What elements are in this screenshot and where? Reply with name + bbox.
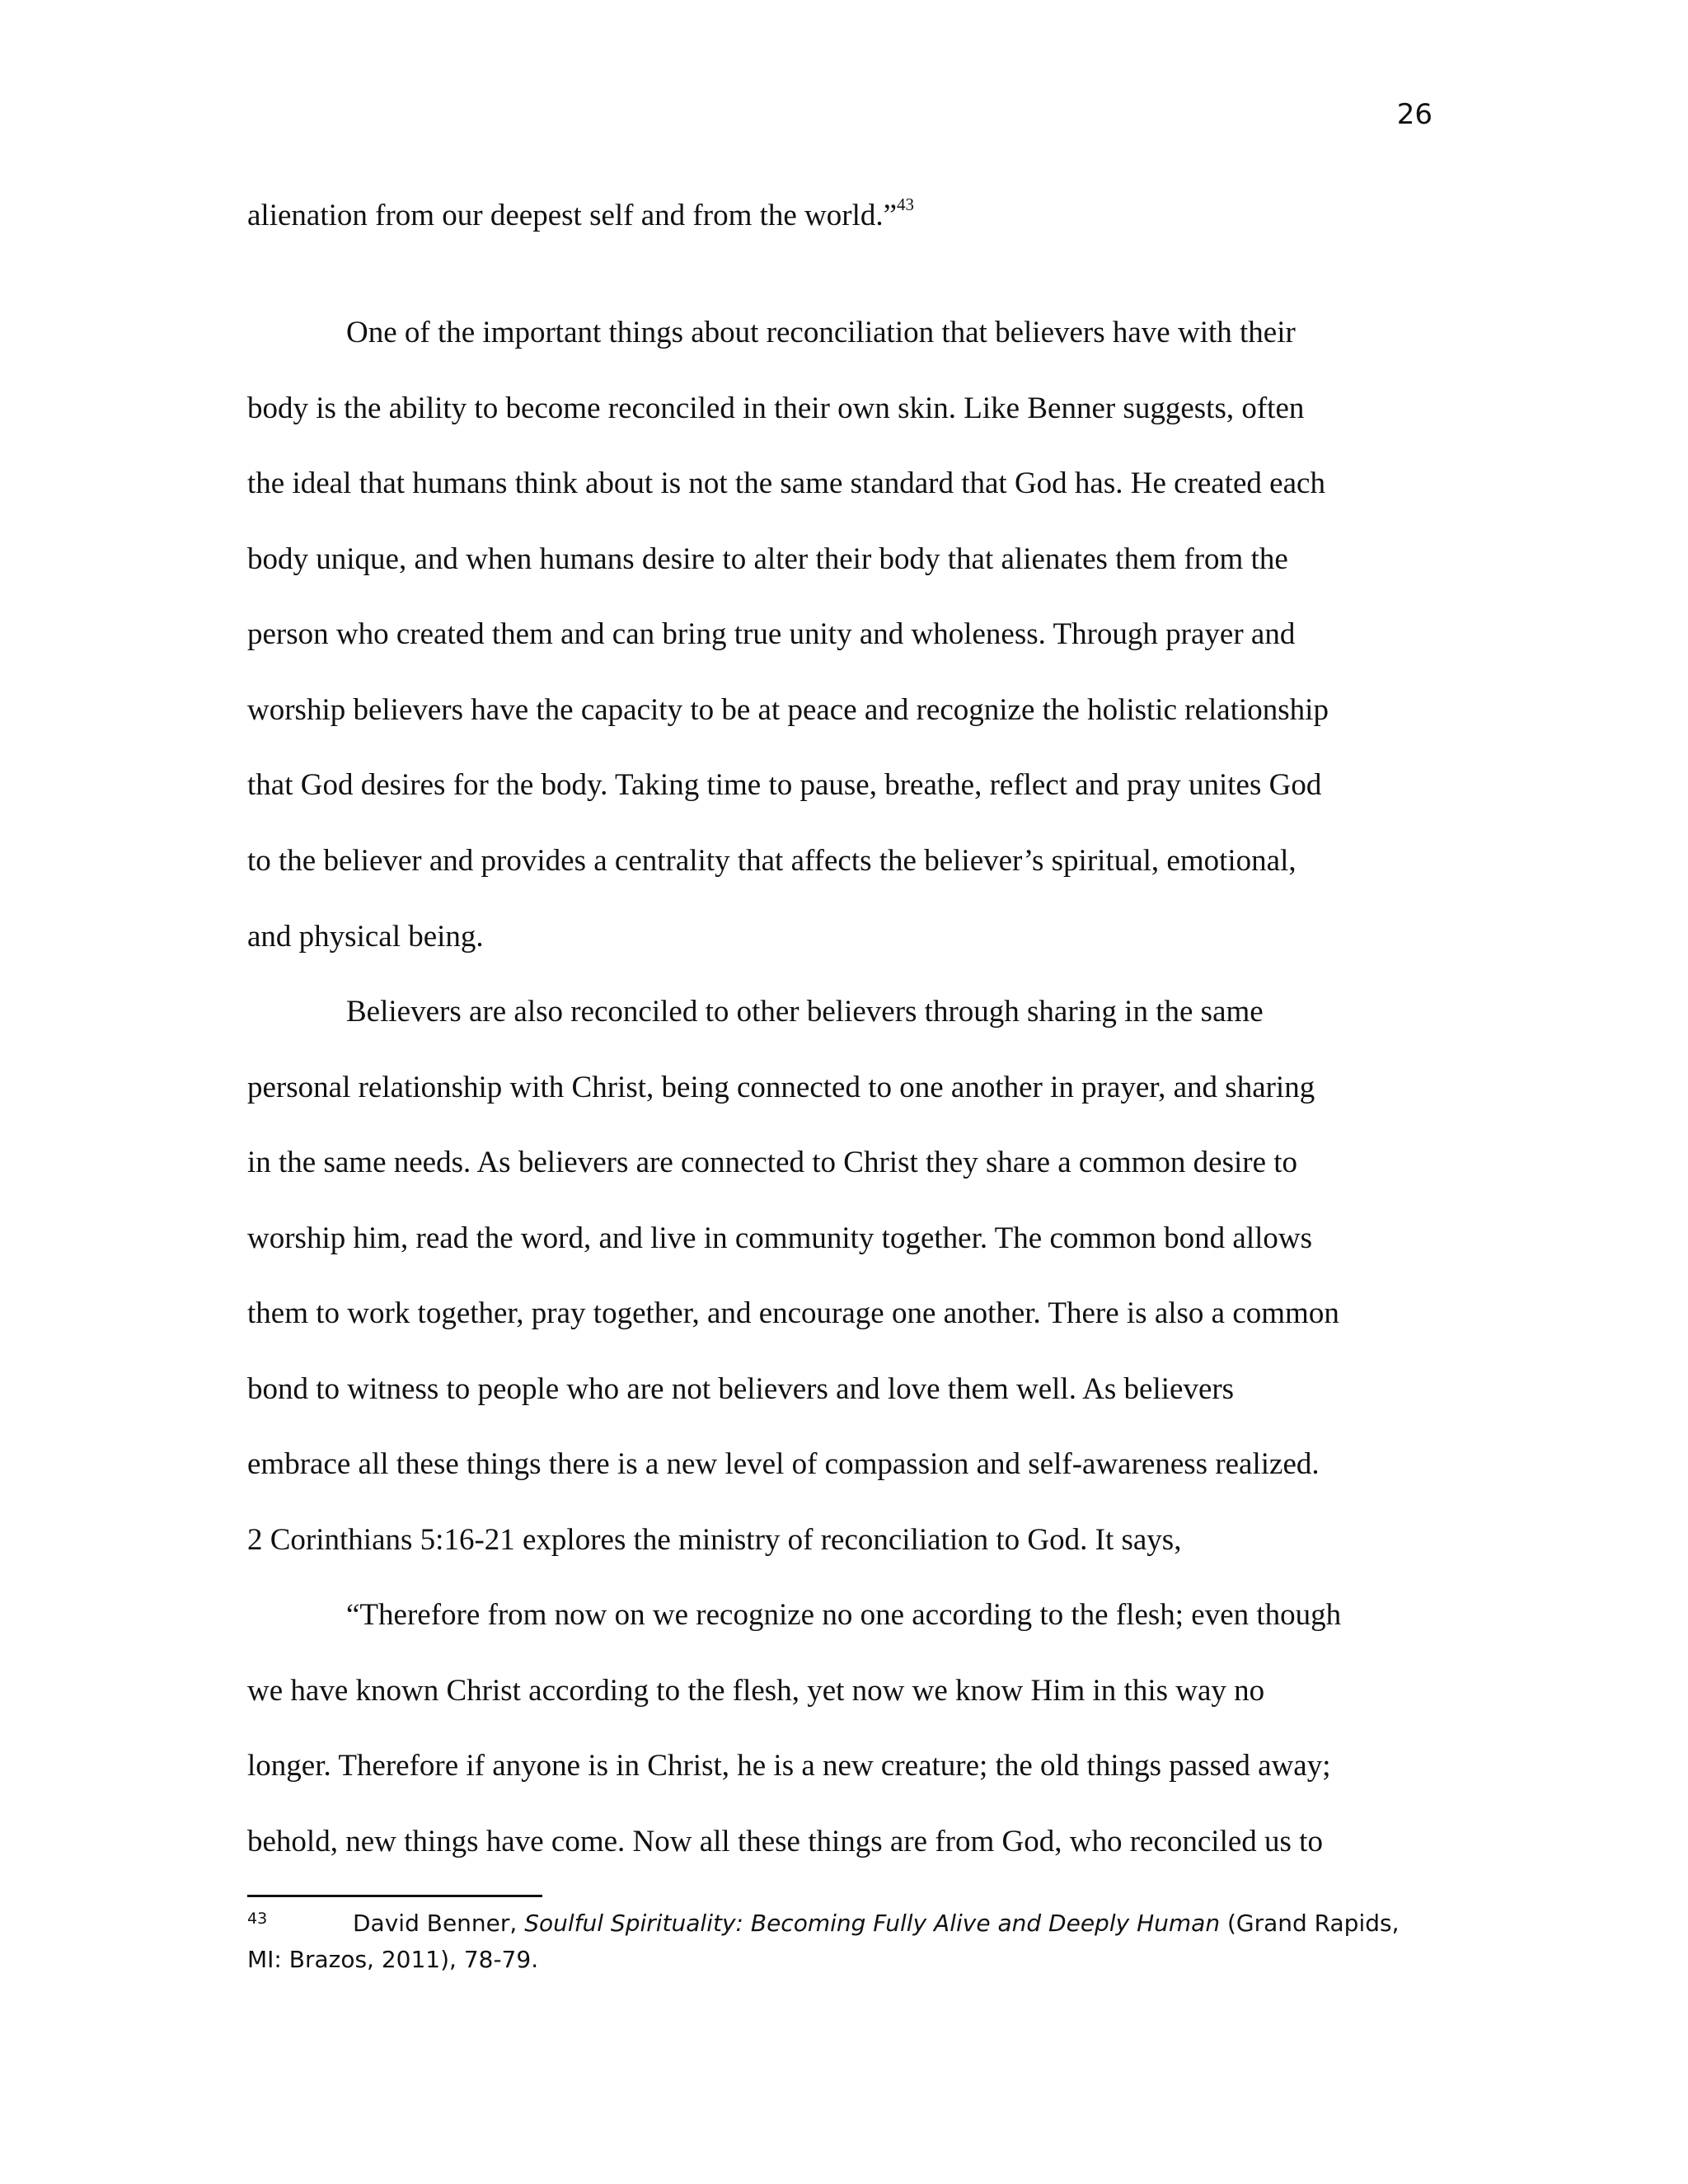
footnote-reference: 43 [897,194,915,214]
text-line [247,767,1321,803]
text-line [247,1824,1323,1859]
text-line-content: worship believers have the capacity to be at peace and recognize the holistic relationship [247,693,1329,727]
footnote [247,1905,1418,1978]
text-line-content: personal relationship with Christ, being connected to one another in prayer, and sharing [247,1071,1315,1104]
footnote-author: David Benner, [353,1910,525,1937]
footnote-divider [247,1895,542,1897]
text-line [247,466,1325,501]
footnote-number: 43 [247,1910,268,1928]
text-line [247,194,915,233]
text-line [247,1522,1181,1558]
text-line [247,1748,1331,1783]
text-line-content: we have known Christ according to the flesh, yet now we know Him in this way no [247,1674,1265,1708]
text-line-content: and physical being. [247,920,484,954]
text-line [247,843,1296,879]
text-line-content: bond to witness to people who are not believers and love them well. As believers [247,1372,1235,1406]
text-line [346,1597,1341,1633]
text-line-content: the ideal that humans think about is not the same standard that God has. He created each [247,466,1325,500]
text-line [247,616,1295,652]
text-line-content: longer. Therefore if anyone is in Christ, he is a new creature; the old things passed away; [247,1749,1331,1783]
text-line [247,1070,1315,1105]
text-line [247,1296,1339,1331]
text-line [247,692,1329,728]
text-line-content: that God desires for the body. Taking time to pause, breathe, reflect and pray unites God [247,768,1322,802]
text-line-content: person who created them and can bring true unity and wholeness. Through prayer and [247,617,1296,651]
text-line [247,919,484,954]
text-line [247,1145,1297,1180]
footnote-publication-part1: (Grand Rapids, [1220,1910,1400,1937]
text-line [247,391,1304,426]
text-line-content: “Therefore from now on we recognize no one according to the flesh; even though [346,1598,1342,1632]
text-line [346,315,1296,350]
text-line-content: Believers are also reconciled to other believers through sharing in the same [346,995,1264,1029]
text-line-content: worship him, read the word, and live in community together. The common bond allows [247,1221,1313,1255]
text-line-content: body unique, and when humans desire to alter their body that alienates them from the [247,542,1288,576]
footnote-book-title: Soulful Spirituality: Becoming Fully Alive and Deeply Human [524,1910,1221,1937]
text-line-content: alienation from our deepest self and from the world.” [247,199,898,232]
text-line-content: in the same needs. As believers are connected to Christ they share a common desire to [247,1146,1298,1179]
page-number: 26 [1396,98,1432,131]
text-line-content: embrace all these things there is a new level of compassion and self-awareness realized. [247,1447,1320,1481]
text-line [346,994,1264,1029]
text-line-content: One of the important things about reconciliation that believers have with their [346,316,1296,349]
footnote-publication-part2: MI: Brazos, 2011), 78-79. [247,1946,539,1973]
text-line [247,1446,1320,1482]
text-line-content: them to work together, pray together, and encourage one another. There is also a common [247,1296,1339,1330]
text-line [247,1221,1312,1256]
text-line [247,1673,1264,1708]
text-line [247,541,1288,577]
text-line-content: body is the ability to become reconciled in their own skin. Like Benner suggests, often [247,391,1305,425]
text-line-content: behold, new things have come. Now all these things are from God, who reconciled us to [247,1825,1323,1858]
text-line [247,1371,1234,1407]
text-line-content: to the believer and provides a centrality that affects the believer’s spiritual, emotional, [247,844,1296,878]
text-line-content: 2 Corinthians 5:16-21 explores the ministry of reconciliation to God. It says, [247,1523,1182,1557]
